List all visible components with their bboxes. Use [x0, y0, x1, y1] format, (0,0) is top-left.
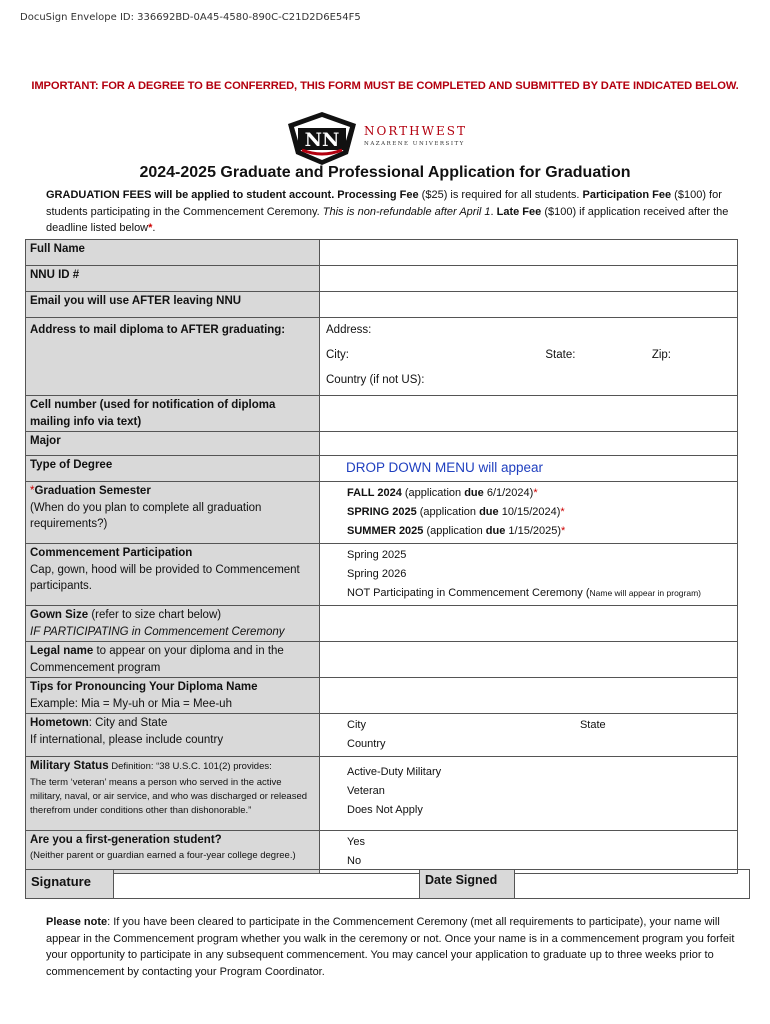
note-label: Please note	[46, 916, 108, 928]
form-row	[26, 396, 738, 432]
form-row	[26, 678, 738, 714]
form-row	[26, 714, 738, 757]
degree-type-dropdown[interactable]	[320, 456, 738, 482]
field-label: Email you will use AFTER leaving NNU	[26, 292, 320, 318]
option-no[interactable]: No	[347, 855, 362, 867]
option-spring-2025[interactable]: SPRING 2025 (application due 10/15/2024)*	[347, 506, 565, 518]
logo-subname: NAZARENE UNIVERSITY	[364, 141, 465, 147]
form-row	[26, 606, 738, 642]
fees-paragraph	[46, 187, 736, 237]
email-field[interactable]	[320, 292, 738, 318]
legal-name-field[interactable]	[320, 642, 738, 678]
field-label: Tips for Pronouncing Your Diploma Name Example: Mia = My-uh or Mia = Mee-uh	[26, 678, 320, 714]
dropdown-placeholder: DROP DOWN MENU will appear	[346, 460, 544, 475]
field-label: Legal name to appear on your diploma and in the Commencement program	[26, 642, 320, 678]
city-state-zip-line	[326, 343, 731, 368]
fees-text: Late Fee	[496, 205, 542, 218]
field-label: NNU ID #	[26, 266, 320, 292]
application-form	[25, 239, 738, 874]
zip-label: Zip:	[651, 349, 671, 361]
signature-field[interactable]	[114, 870, 420, 898]
field-label: Hometown: City and State If international, please include country	[26, 714, 320, 757]
fees-text: This is non-refundable after April 1	[322, 205, 491, 218]
fees-text: ($100) if application received after the deadline listed below	[46, 205, 729, 234]
address-line: Address:	[326, 324, 372, 336]
nnu-shield-icon	[286, 110, 358, 166]
fees-text: *	[148, 222, 153, 234]
country-label: Country	[347, 738, 386, 750]
field-label: Cell number (used for notification of diploma mailing info via text)	[26, 396, 320, 432]
first-generation-options	[320, 831, 738, 874]
university-logo	[286, 110, 476, 166]
city-label: City	[347, 719, 366, 731]
field-label: Address to mail diploma to AFTER graduating:	[26, 318, 320, 396]
option-active-duty[interactable]: Active-Duty Military	[347, 766, 442, 778]
fees-text: .	[152, 222, 156, 234]
form-row	[26, 544, 738, 606]
field-label: Military Status Definition: “38 U.S.C. 101(2) provides: The term ‘veteran’ means a person who served in the active military, naval, or air service, and who was discharged or released therefrom under conditions other than dishonorable.”	[26, 757, 320, 831]
cell-number-field[interactable]	[320, 396, 738, 432]
option-veteran[interactable]: Veteran	[347, 785, 385, 797]
hometown-field[interactable]	[320, 714, 738, 757]
signature-label: Signature	[26, 870, 114, 898]
envelope-id: DocuSign Envelope ID: 336692BD-0A45-4580-890C-C21D2D6E54F5	[20, 12, 361, 23]
nnu-id-field[interactable]	[320, 266, 738, 292]
form-row	[26, 456, 738, 482]
hometown-city-state	[326, 716, 731, 735]
pronunciation-field[interactable]	[320, 678, 738, 714]
signature-row	[25, 869, 750, 899]
field-label: *Graduation Semester (When do you plan to complete all graduation requirements?)	[26, 482, 320, 544]
country-line: Country (if not US):	[326, 374, 425, 386]
date-signed-field[interactable]	[515, 870, 749, 898]
field-label: Are you a first-generation student? (Neither parent or guardian earned a four-year college degree.)	[26, 831, 320, 874]
full-name-field[interactable]	[320, 240, 738, 266]
fees-text: ($100) for students participating in the Commencement Ceremony.	[46, 189, 722, 218]
fees-text: Participation Fee	[582, 189, 672, 201]
form-row	[26, 266, 738, 292]
major-field[interactable]	[320, 432, 738, 456]
graduation-semester-options	[320, 482, 738, 544]
field-label: Gown Size (refer to size chart below) IF PARTICIPATING in Commencement Ceremony	[26, 606, 320, 642]
address-field[interactable]	[320, 318, 738, 396]
option-summer-2025[interactable]: SUMMER 2025 (application due 1/15/2025)*	[347, 525, 566, 537]
field-label: Full Name	[26, 240, 320, 266]
form-row	[26, 432, 738, 456]
option-spring-2026-ceremony[interactable]: Spring 2026	[347, 568, 407, 580]
form-row	[26, 757, 738, 831]
option-fall-2024[interactable]: FALL 2024 (application due 6/1/2024)*	[347, 487, 538, 499]
fees-text: .	[490, 205, 497, 218]
option-does-not-apply[interactable]: Does Not Apply	[347, 804, 423, 816]
form-row	[26, 318, 738, 396]
option-spring-2025-ceremony[interactable]: Spring 2025	[347, 549, 407, 561]
option-yes[interactable]: Yes	[347, 836, 365, 848]
please-note-paragraph	[46, 914, 736, 980]
fees-text: ($25) is required for all students.	[418, 189, 583, 201]
military-status-options	[320, 757, 738, 831]
form-row	[26, 831, 738, 874]
important-notice: IMPORTANT: FOR A DEGREE TO BE CONFERRED, THIS FORM MUST BE COMPLETED AND SUBMITTED BY DATE INDICATED BELOW.	[31, 80, 739, 92]
form-row	[26, 292, 738, 318]
form-row	[26, 642, 738, 678]
option-not-participating[interactable]: NOT Participating in Commencement Ceremony (Name will appear in program)	[347, 587, 701, 599]
logo-name: NORTHWEST	[364, 124, 467, 138]
form-row	[26, 482, 738, 544]
state-label: State	[579, 719, 606, 731]
city-label: City:	[326, 349, 349, 361]
form-row	[26, 240, 738, 266]
logo-monogram: NN	[304, 129, 340, 151]
note-text: : If you have been cleared to participate in the Commencement Ceremony (met all requirements to participate), your name will appear in the Commencement program whether you walk in the ceremony or not. Once your name is in a commencement program you forfeit your opportunity to participate in any subsequent commencement. You may cancel your application to graduate up to three weeks prior to commencement by contacting your Program Coordinator.	[46, 916, 735, 978]
page-title: 2024-2025 Graduate and Professional Application for Graduation	[139, 164, 631, 181]
gown-size-field[interactable]	[320, 606, 738, 642]
commencement-options	[320, 544, 738, 606]
state-label: State:	[545, 349, 576, 361]
date-signed-label: Date Signed	[420, 870, 515, 898]
field-label: Type of Degree	[26, 456, 320, 482]
fees-heading: GRADUATION FEES will be applied to student account. Processing Fee	[46, 189, 419, 201]
field-label: Commencement Participation Cap, gown, hood will be provided to Commencement participants.	[26, 544, 320, 606]
field-label: Major	[26, 432, 320, 456]
